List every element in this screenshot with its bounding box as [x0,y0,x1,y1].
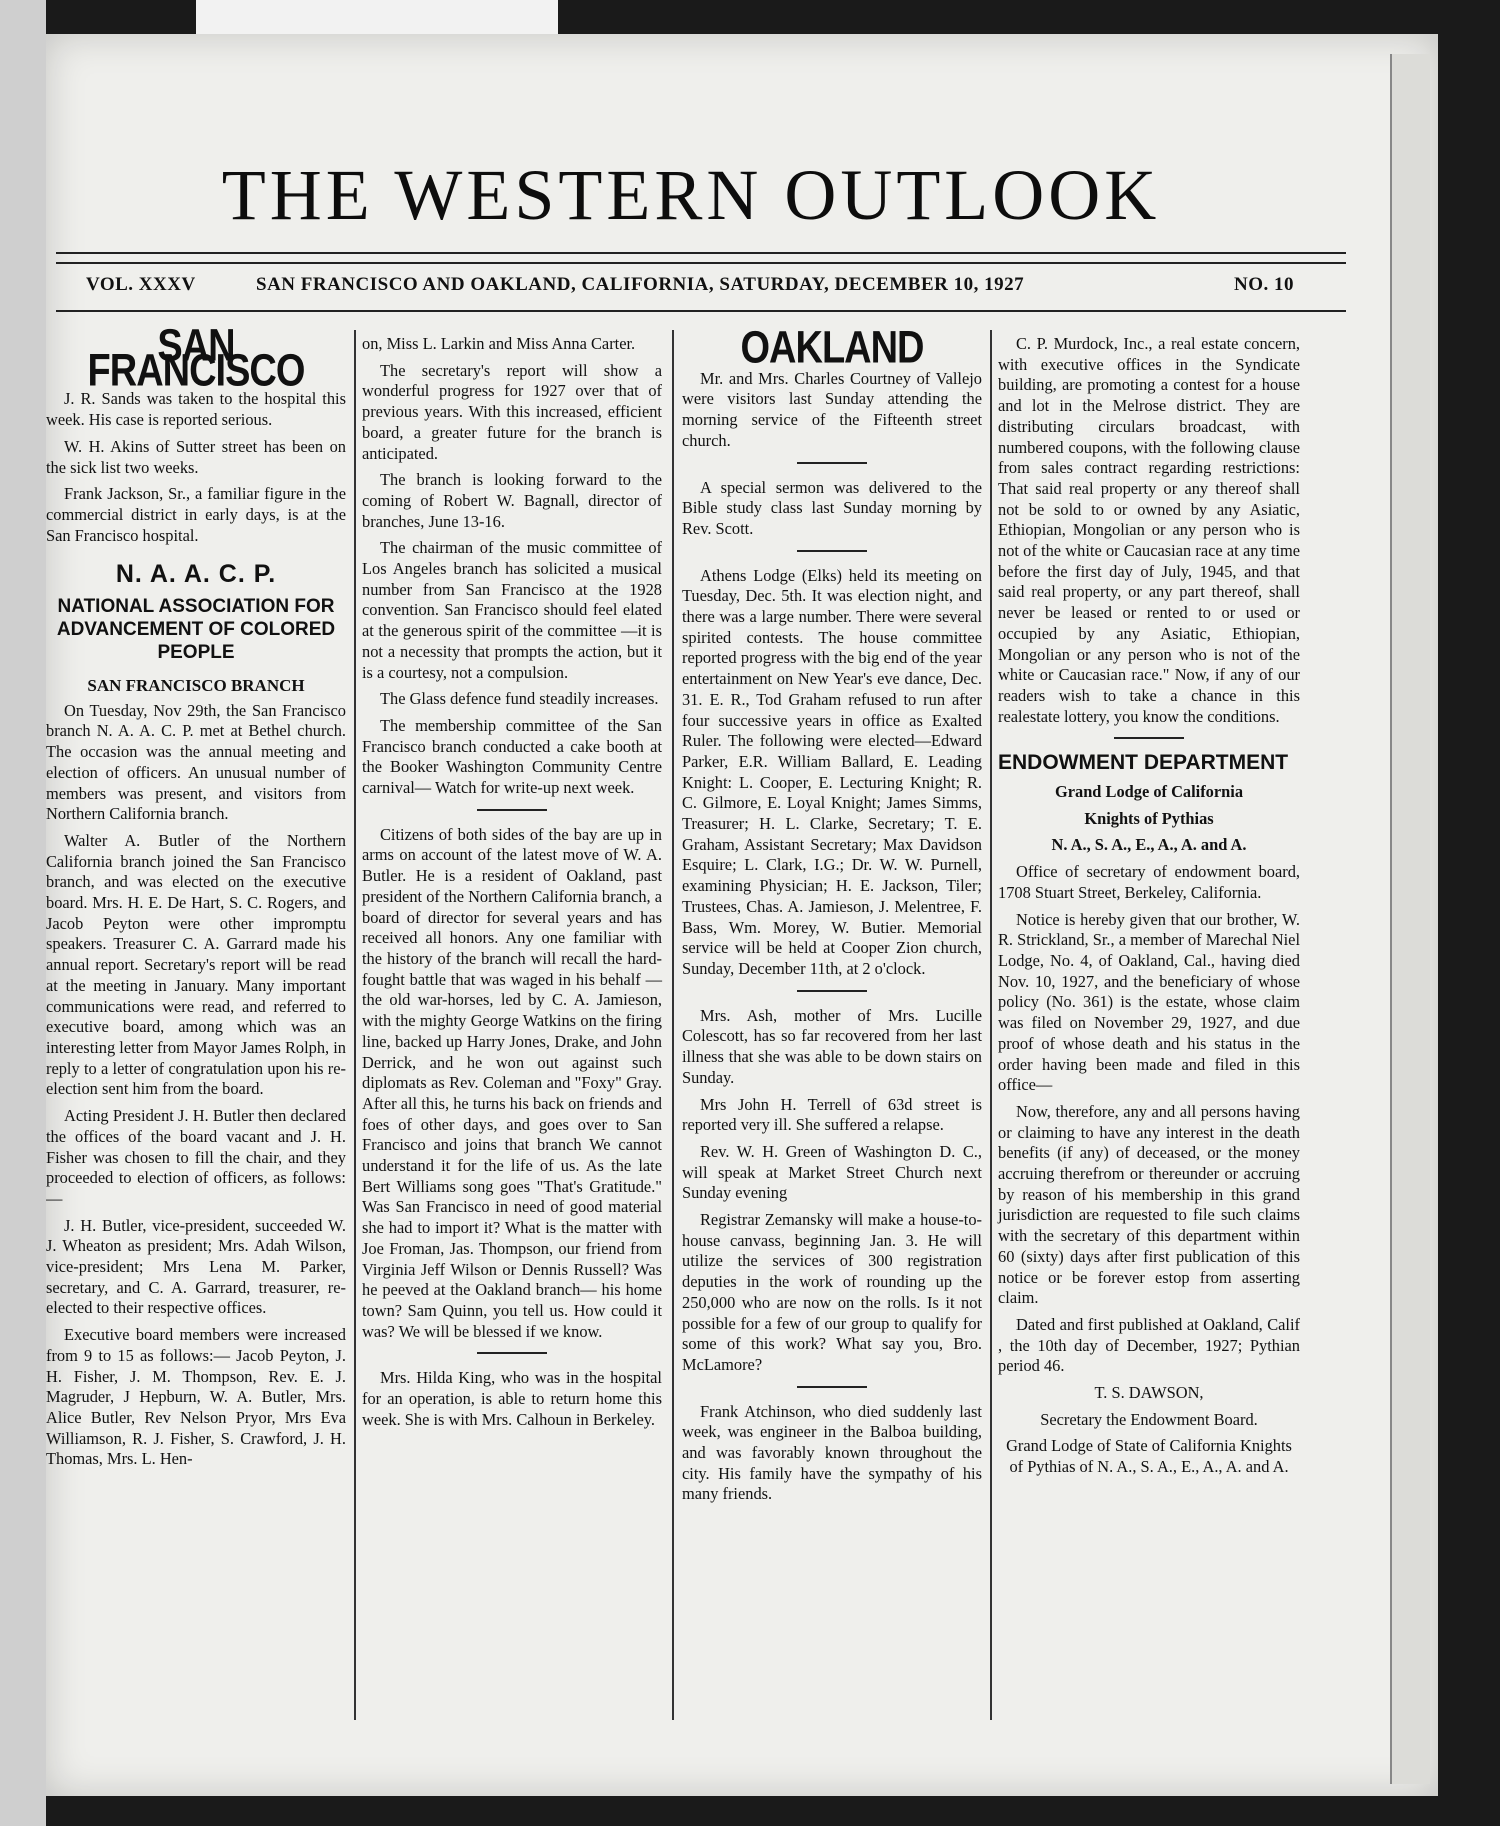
notice-paragraph: Dated and first published at Oakland, Calif , the 10th day of December, 1927; Pythian period 46. [998,1314,1300,1376]
news-item: Mr. and Mrs. Charles Courtney of Vallejo were visitors last Sunday attending the morning service of the Fifteenth street church. [682,368,982,450]
notice-paragraph: Now, therefore, any and all persons having or claiming to have any interest in the death benefits (if any) of deceased, or the money accruing therefrom or thereunder or accruing by reason of his membership in this grand jurisdiction are requested to file such claims with the secretary of this department within 60 (sixty) days after first publication of this notice or be forever estop from asserting claim. [998,1101,1300,1308]
article-paragraph: The membership committee of the San Francisco branch conducted a cake booth at the Booker Washington Community Centre carnival— Watch for write-up next week. [362,715,662,798]
masthead-rule-bottom [56,262,1346,264]
news-item: Frank Jackson, Sr., a familiar figure in the commercial district in early days, is at the San Francisco hospital. [46,484,346,545]
masthead-rule-top [56,252,1346,254]
separator [797,990,867,992]
column-san-francisco [46,320,346,1476]
naacp-subheading: NATIONAL ASSOCIATION FOR ADVANCEMENT OF COLORED PEOPLE [56,596,336,664]
article-paragraph: Citizens of both sides of the bay are up in arms on account of the latest move of W. A. Butler. He is a resident of Oakland, past president of the Northern California branch, a board of director for several years and has received all honors. Any one familiar with the history of the branch will recall the hard-fought battle that was waged in his behalf — the old war-horses, led by C. A. Jamieson, with the mighty George Watkins on the firing line, backed up Harry Jones, Drake, and John Derrick, and he won out against such diplomats as Rev. Coleman and "Foxy" Gray. After all this, he turns his back on friends and foes of other days, and goes over to San Francisco and joins that branch We cannot understand it for the life of us. As the late Bert Williams song goes "That's Gratitude." Was San Francisco in need of good material she had to import it? What is the matter with Joe Froman, Jas. Thompson, our friend from Virginia Jeff Wilson or Dennis Russell? Was he peeved at the Oakland branch— his home town? Sam Quinn, you tell us. How could it was? We will be blessed if we know. [362,824,662,1341]
separator [797,462,867,464]
column-rule-2 [672,330,674,1720]
news-item: J. R. Sands was taken to the hospital this week. His case is reported serious. [46,389,346,430]
separator [477,1352,547,1354]
article-paragraph: Acting President J. H. Butler then declared the offices of the board vacant and J. H. Fisher was chosen to fill the chair, and they proceeded to election of officers, as follows:— [46,1106,346,1208]
news-item: A special sermon was delivered to the Bible study class last Sunday morning by Rev. Scott. [682,477,982,538]
section-heading-san-francisco: SAN FRANCISCO [87,320,305,396]
column-rule-3 [990,330,992,1720]
archive-tab [196,0,558,34]
section-heading-oakland: OAKLAND [740,322,924,374]
lodge-line: Knights of Pythias [1084,808,1214,828]
article-paragraph: Walter A. Butler of the Northern California branch joined the San Francisco branch, and was elected on the executive board. Mrs. H. E. De Hart, S. C. Rogers, and Jacob Peyton were other impromptu speakers. Treasurer C. A. Garrard made his annual report. Secretary's report will be read at the meeting in January. Many important communications were read, and referred to executive board, among which was an interesting letter from Mayor James Rolph, in reply to a letter of congratulation upon his re-election sent him from the board. [46,830,346,1099]
news-item: Mrs John H. Terrell of 63d street is reported very ill. She suffered a relapse. [682,1094,982,1135]
page-edge [1390,54,1430,1784]
signer-title: Secretary the Endowment Board. [1040,1409,1258,1429]
branch-heading: SAN FRANCISCO BRANCH [87,676,305,696]
article-paragraph: The chairman of the music committee of Los Angeles branch has solicited a musical number from San Francisco at the 1928 convention. San Francisco should feel elated at the generous spirit of the committee —it is not a necessity that prompts the action, but it is a courtesy, not a compulsion. [362,538,662,682]
article-paragraph: The Glass defence fund steadily increases. [380,689,659,709]
article-paragraph: The secretary's report will show a wonderful progress for 1927 over that of previous years. With this increased, efficient board, a greater future for the branch is anticipated. [362,360,662,463]
news-item: Athens Lodge (Elks) held its meeting on Tuesday, Dec. 5th. It was election night, and there was a large number. There were several spirited contests. The house committee reported progress with the big end of the year entertainment on New Year's eve dance, Dec. 31. E. R., Tod Graham refused to run after four successive years in office as Exalted Ruler. The following were elected—Edward Parker, E.R. William Ballard, E. Leading Knight: L. Cooper, E. Lecturing Knight; R. C. Gilmore, E. Loyal Knight; James Simms, Treasurer; H. L. Clarke, Secretary; T. E. Graham, Assistant Secretary; Max Davidson Esquire; L. Clark, I.G.; Dr. W. W. Purnell, examining Physician; H. E. Jackson, Tiler; Trustees, Chas. A. Jamieson, J. Melentree, F. Bass, Wm. Morey, W. Butier. Memorial service will be held at Cooper Zion church, Sunday, December 11th, at 2 o'clock. [682,565,982,978]
dateline [86,274,1316,304]
place-date: SAN FRANCISCO AND OAKLAND, CALIFORNIA, SATURDAY, DECEMBER 10, 1927 [256,274,1025,295]
naacp-heading: N. A. A. C. P. [115,560,277,589]
volume-number: VOL. XXXV [86,274,196,295]
article-paragraph: Mrs. Hilda King, who was in the hospital for an operation, is able to return home this week. She is with Mrs. Calhoun in Berkeley. [362,1368,662,1429]
article-paragraph: C. P. Murdock, Inc., a real estate concern, with executive offices in the Syndicate building, are promoting a contest for a house and lot in the Melrose district. They are distributing circulars broadcast, with numbered coupons, with the following clause from sales contract regarding restrictions: That said real property or any thereof shall not be sold to or owned by any Asiatic, Ethiopian, Mongolian or any person who is not of the white or Caucasian race at any time before the first day of July, 1945, and that said real property, or any part thereof, shall never be leased or rented to or used or occupied by any Asiatic, Ethiopian, Mongolian or any person who is not of the white or Caucasian race." Now, if any of our readers wish to take a chance in this realestate lottery, you know the conditions. [998,334,1300,726]
article-paragraph: The branch is looking forward to the coming of Robert W. Bagnall, director of branches, June 13-16. [362,470,662,531]
article-paragraph: on, Miss L. Larkin and Miss Anna Carter. [362,334,636,353]
column-oakland [682,322,982,1511]
article-paragraph: On Tuesday, Nov 29th, the San Francisco branch N. A. A. C. P. met at Bethel church. The occasion was the annual meeting and election of officers. An unusual number of members was present, and visitors from Northern California branch. [46,700,346,824]
separator [797,550,867,552]
news-item: Frank Atchinson, who died suddenly last week, was engineer in the Balboa building, and was favorably known throughout the city. His family have the sympathy of his many friends. [682,1401,982,1504]
article-paragraph: J. H. Butler, vice-president, succeeded W. J. Wheaton as president; Mrs. Adah Wilson, vice-president; Mrs Lena M. Parker, secretary, and C. A. Garrard, treasurer, re-elected to their respective offices. [46,1215,346,1318]
news-item: Registrar Zemansky will make a house-to-house canvass, beginning Jan. 3. He will utilize the services of 300 registration deputies in the work of rounding up the 250,000 who are now on the rolls. Is it not possible for a few of our group to qualify for some of this work? What say you, Bro. McLamore? [682,1210,982,1374]
separator [477,809,547,811]
article-paragraph: Executive board members were increased from 9 to 15 as follows:— Jacob Peyton, J. H. Fisher, J. M. Thompson, Rev. E. J. Magruder, J Hepburn, W. A. Butler, Mrs. Alice Butler, Rev Nelson Pryor, Mrs Eva Williamson, R. J. Fisher, S. Crawford, J. H. Thomas, Mrs. L. Hen- [46,1325,346,1469]
lodge-line: Grand Lodge of California [1054,782,1244,802]
separator [797,1386,867,1388]
news-item: W. H. Akins of Sutter street has been on the sick list two weeks. [46,436,346,477]
notice-paragraph: Office of secretary of endowment board, 1708 Stuart Street, Berkeley, California. [998,862,1300,902]
notice-paragraph: Notice is hereby given that our brother, W. R. Strickland, Sr., a member of Marechal Niel Lodge, No. 4, of Oakland, Cal., having died Nov. 10, 1927, and the beneficiary of whose policy (No. 361) is the estate, whose claim was filed on November 29, 1927, and due proof of whose death and his status in the order having been made and filed in this office— [998,909,1300,1095]
news-item: Rev. W. H. Green of Washington D. C., will speak at Market Street Church next Sunday evening [682,1141,982,1203]
lodge-line: N. A., S. A., E., A., A. and A. [1051,835,1247,855]
separator [1114,737,1184,739]
news-item: Mrs. Ash, mother of Mrs. Lucille Colescott, has so far recovered from her last illness that she was able to be down stairs on Sunday. [682,1005,982,1087]
signer-name: T. S. DAWSON, [1094,1383,1204,1403]
masthead-title: THE WESTERN OUTLOOK [221,155,1161,235]
issue-number: NO. 10 [1234,274,1294,295]
adjacent-page-strip [0,0,46,1826]
column-rule-1 [354,330,356,1720]
signer-title: Grand Lodge of State of California Knights of Pythias of N. A., S. A., E., A., A. and A. [1006,1436,1292,1477]
newspaper-page [46,34,1438,1796]
column-two [362,334,662,1436]
dateline-rule [56,310,1346,312]
column-four [998,334,1300,1484]
endowment-heading: ENDOWMENT DEPARTMENT [998,751,1289,775]
